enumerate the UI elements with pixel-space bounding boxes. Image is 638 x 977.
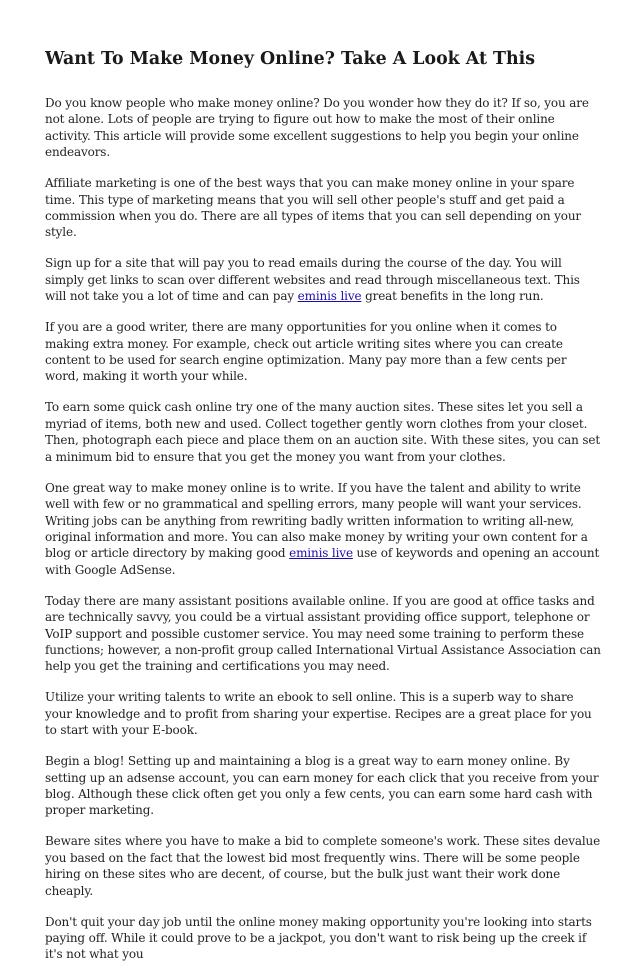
paragraph-blog: Begin a blog! Setting up and maintaining a blog is a great way to earn money online. By setting up an adsense account, you can earn money for each click that you receive from your blog. Although these click often get you only a few cents, you can earn some hard cash with proper marketing. — [45, 754, 599, 818]
paragraph-text-after-link: use of keywords and opening an account with Google AdSense. — [45, 546, 600, 577]
eminis-live-link[interactable]: eminis live — [297, 289, 362, 304]
document-page — [45, 46, 601, 977]
paragraph-auction-sites: To earn some quick cash online try one of the many auction sites. These sites let you sell a myriad of items, both new and used. Collect together gently worn clothes from your closet. Then, photograph each piece and place them on an auction site. With these sites, you can set a minimum bid to ensure that you get the money you want from your clothes. — [45, 400, 601, 464]
paragraph-write-online — [45, 480, 601, 578]
paragraph-text-after-link: great benefits in the long run. — [361, 289, 544, 304]
paragraph-intro: Do you know people who make money online? Do you wonder how they do it? If so, you are not alone. Lots of people are trying to figure out how to make the most of their online activity. This article will provide some excellent suggestions to help you begin your online endeavors. — [45, 96, 589, 160]
paragraph-text-before-link: Sign up for a site that will pay you to read emails during the course of the day. You will simply get links to scan over different websites and read through miscellaneous text. This will not take you a lot of time and can pay — [45, 256, 580, 304]
paragraph-affiliate-marketing: Affiliate marketing is one of the best ways that you can make money online in your spare time. This type of marketing means that you will sell other people's stuff and get paid a commission when you do. There are all types of items that you can sell depending on your style. — [45, 176, 581, 240]
paragraph-virtual-assistant: Today there are many assistant positions available online. If you are good at office tasks and are technically savvy, you could be a virtual assistant providing office support, telephone or VoIP support and possible customer service. You may need some training to perform these functions; however, a non-profit group called International Virtual Assistance Association can help you get the training and certifications you may need. — [45, 593, 601, 674]
page-title: Want To Make Money Online? Take A Look At This — [45, 49, 536, 69]
paragraph-text-before-link: One great way to make money online is to write. If you have the talent and ability to write well with few or no grammatical and spelling errors, many people will want your services. Writing jobs can be anything from rewriting badly written information to writing all-new, original information and more. You can also make money by writing your own content for a blog or article directory by making good — [45, 480, 588, 561]
paragraph-bid-sites: Beware sites where you have to make a bid to complete someone's work. These sites devalue you based on the fact that the lowest bid most frequently wins. There will be some people hiring on these sites who are decent, of course, but the bulk just want their work done cheaply. — [45, 834, 601, 898]
paragraph-day-job: Don't quit your day job until the online money making opportunity you're looking into starts paying off. While it could prove to be a jackpot, you don't want to risk being up the creek if it's not what you — [45, 914, 592, 962]
paragraph-ebook: Utilize your writing talents to write an ebook to sell online. This is a superb way to share your knowledge and to profit from sharing your expertise. Recipes are a great place for you to start with your E-book. — [45, 690, 592, 738]
paragraph-read-emails — [45, 255, 601, 304]
eminis-live-link[interactable]: eminis live — [289, 546, 353, 561]
paragraph-good-writer: If you are a good writer, there are many opportunities for you online when it comes to making extra money. For example, check out article writing sites where you can create content to be used for search engine optimization. Many pay more than a few cents per word, making it worth your while. — [45, 320, 567, 384]
